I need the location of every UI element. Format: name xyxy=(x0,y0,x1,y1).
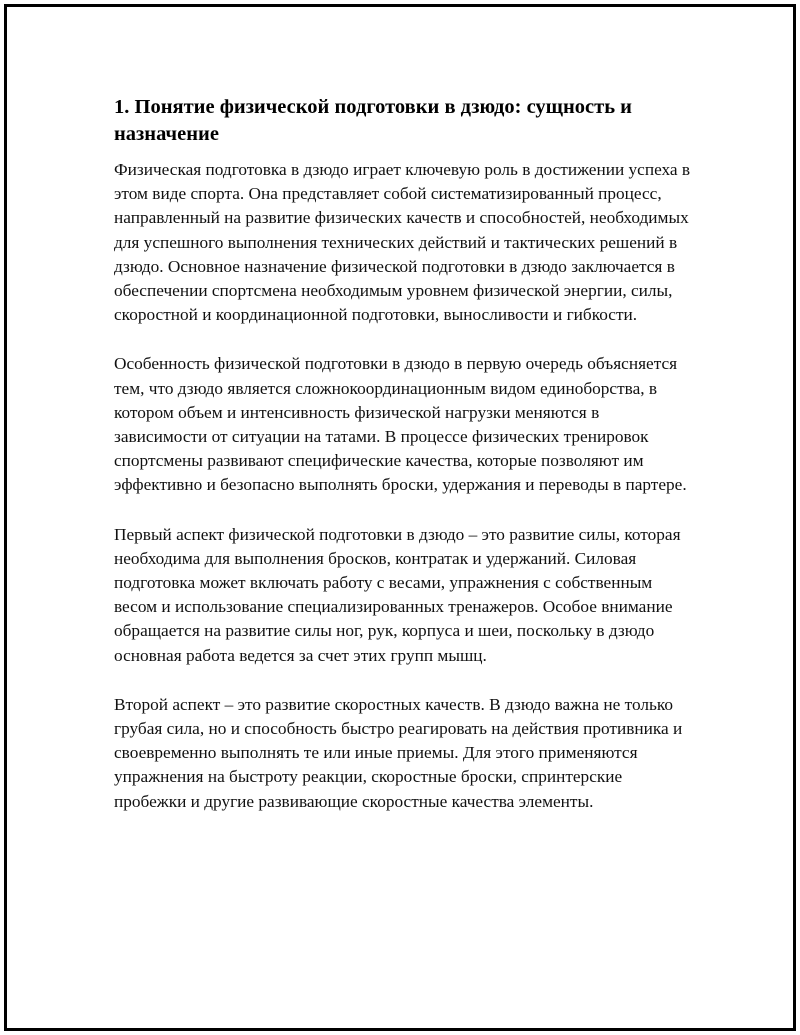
paragraph-speed: Второй аспект – это развитие скоростных качеств. В дзюдо важна не только грубая сила, но и способность быстро реагировать на действия противника и своевременно выполнять те или иные приемы. Для этого применяются упражнения на быстроту реакции, скоростные броски, спринтерские пробежки и другие развивающие скоростные качества элементы. xyxy=(114,694,683,811)
document-body xyxy=(114,94,694,839)
section-heading: 1. Понятие физической подготовки в дзюдо: сущность и назначение xyxy=(114,96,632,145)
paragraph-intro: Физическая подготовка в дзюдо играет ключевую роль в достижении успеха в этом виде спорта. Она представляет собой систематизированный процесс, направленный на развитие физических качеств и способностей, необходимых для успешного выполнения технических действий и тактических решений в дзюдо. Основное назначение физической подготовки в дзюдо заключается в обеспечении спортсмена необходимым уровнем физической энергии, силы, скоростной и координационной подготовки, выносливости и гибкости. xyxy=(114,160,691,325)
paragraph-strength: Первый аспект физической подготовки в дзюдо – это развитие силы, которая необходима для выполнения бросков, контратак и удержаний. Силовая подготовка может включать работу с весами, упражнения с собственным весом и использование специализированных тренажеров. Особое внимание обращается на развитие силы ног, рук, корпуса и шеи, поскольку в дзюдо основная работа ведется за счет этих групп мышц. xyxy=(114,524,681,665)
paragraph-specifics: Особенность физической подготовки в дзюдо в первую очередь объясняется тем, что дзюдо является сложнокоординационным видом единоборства, в котором объем и интенсивность физической нагрузки меняются в зависимости от ситуации на татами. В процессе физических тренировок спортсмены развивают специфические качества, которые позволяют им эффективно и безопасно выполнять броски, удержания и переводы в партере. xyxy=(114,354,687,495)
